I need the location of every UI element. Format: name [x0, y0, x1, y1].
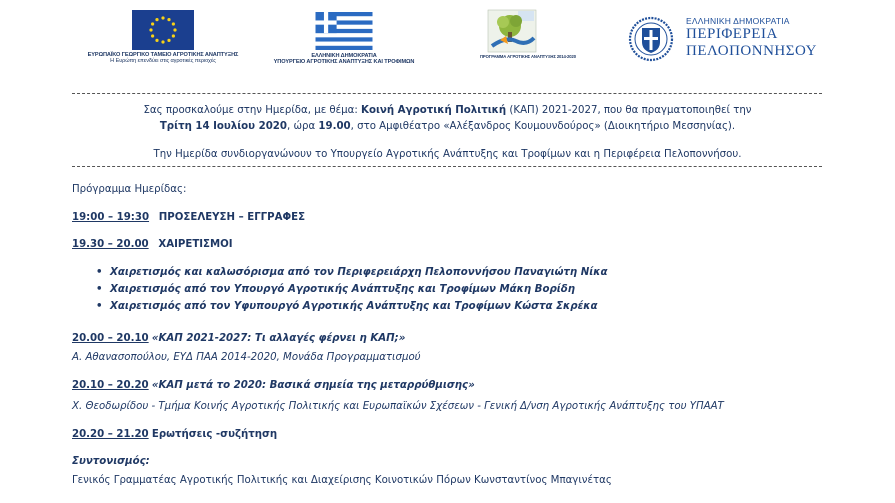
- eu-logo-caption-2: Η Ευρώπη επενδύει στις αγροτικές περιοχές: [110, 58, 216, 65]
- pdp-logo: [480, 8, 576, 59]
- session-3-speaker: Α. Αθανασοπούλου, ΕΥΔ ΠΑΑ 2014-2020, Μονάδα Προγραμματισμού: [72, 352, 421, 363]
- greek-logo-caption-2: ΥΠΟΥΡΓΕΙΟ ΑΓΡΟΤΙΚΗΣ ΑΝΑΠΤΥΞΗΣ ΚΑΙ ΤΡΟΦΙΜΩΝ: [273, 59, 415, 66]
- invitation-line-3: Την Ημερίδα συνδιοργανώνουν το Υπουργείο Αγροτικής Ανάπτυξης και Τροφίμων και η Περιφέρεια Πελοποννήσου.: [153, 149, 742, 160]
- invitation-line-1: Σας προσκαλούμε στην Ημερίδα, με θέμα: Κοινή Αγροτική Πολιτική (ΚΑΠ) 2021-2027, που θα πραγματοποιηθεί την: [143, 105, 752, 116]
- region-logo-line2: ΠΕΛΟΠΟΝΝΗΣΟΥ: [686, 43, 817, 59]
- eu-eafrd-logo: [78, 10, 248, 65]
- greeting-item: • Χαιρετισμός και καλωσόρισμα από τον Περιφερειάρχη Πελοποννήσου Παναγιώτη Νίκα: [96, 267, 608, 278]
- eu-logo-caption-1: ΕΥΡΩΠΑΪΚΟ ΓΕΩΡΓΙΚΟ ΤΑΜΕΙΟ ΑΓΡΟΤΙΚΗΣ ΑΝΑΠΤΥΞΗΣ: [87, 52, 239, 58]
- eu-star-icon: [161, 16, 164, 19]
- session-4-time: 20.10 – 20.20: [72, 380, 149, 391]
- coat-of-arms-icon: [628, 16, 674, 62]
- eu-star-icon: [149, 28, 152, 31]
- session-1: [72, 212, 305, 223]
- session-4: [72, 380, 475, 391]
- session-2-title: ΧΑΙΡΕΤΙΣΜΟΙ: [158, 239, 233, 250]
- greeting-item: • Χαιρετισμός από τον Υφυπουργό Αγροτικής Ανάπτυξης και Τροφίμων Κώστα Σκρέκα: [96, 301, 598, 312]
- invitation-line-2: Τρίτη 14 Ιουλίου 2020, ώρα 19.00, στο Αμφιθέατρο «Αλέξανδρος Κουμουνδούρος» (Διοικητήριο Μεσσηνίας).: [159, 121, 736, 132]
- greeting-item: • Χαιρετισμός από τον Υπουργό Αγροτικής Ανάπτυξης και Τροφίμων Μάκη Βορίδη: [96, 284, 575, 295]
- session-5-time: 20.20 – 21.20: [72, 429, 149, 440]
- session-3-time: 20.00 – 20.10: [72, 333, 149, 344]
- coordination-heading: Συντονισμός:: [72, 456, 150, 467]
- session-3: [72, 333, 405, 344]
- divider-bottom: [72, 166, 822, 167]
- session-2: [72, 239, 233, 250]
- eu-star-icon: [172, 34, 175, 37]
- session-2-time: 19.30 – 20.00: [72, 239, 149, 250]
- region-logo-line1: ΠΕΡΙΦΕΡΕΙΑ: [686, 26, 778, 42]
- eu-star-icon: [172, 22, 175, 25]
- session-4-speaker: Χ. Θεοδωρίδου - Τμήμα Κοινής Αγροτικής Πολιτικής και Ευρωπαϊκών Σχέσεων - Γενική Δ/νση Αγροτικής Ανάπτυξης του ΥΠΑΑΤ: [72, 401, 724, 412]
- eu-flag-icon: [132, 10, 194, 50]
- greek-flag-icon: [315, 12, 373, 50]
- eu-star-icon: [155, 39, 158, 42]
- region-logo: [628, 14, 828, 66]
- eu-star-icon: [155, 18, 158, 21]
- eu-star-icon: [167, 39, 170, 42]
- program-heading: Πρόγραμμα Ημερίδας:: [72, 184, 187, 195]
- divider-top: [72, 93, 822, 94]
- session-4-title: «ΚΑΠ μετά το 2020: Βασικά σημεία της μεταρρύθμισης»: [151, 380, 475, 391]
- session-3-title: «ΚΑΠ 2021-2027: Τι αλλαγές φέρνει η ΚΑΠ;»: [151, 333, 406, 344]
- pdp-logo-caption: ΠΡΟΓΡΑΜΜΑ ΑΓΡΟΤΙΚΗΣ ΑΝΑΠΤΥΞΗΣ 2014-2020: [480, 54, 576, 59]
- session-1-time: 19:00 – 19:30: [72, 212, 150, 223]
- greek-ministry-logo: [262, 12, 426, 66]
- session-5-title: Ερωτήσεις -συζήτηση: [151, 429, 278, 440]
- eu-star-icon: [161, 40, 164, 43]
- eu-star-icon: [151, 22, 154, 25]
- rural-development-emblem-icon: [486, 8, 538, 54]
- greek-logo-caption-1: ΕΛΛΗΝΙΚΗ ΔΗΜΟΚΡΑΤΙΑ: [311, 53, 377, 59]
- session-1-title: ΠΡΟΣΕΛΕΥΣΗ – ΕΓΓΡΑΦΕΣ: [158, 212, 306, 223]
- region-logo-top: ΕΛΛΗΝΙΚΗ ΔΗΜΟΚΡΑΤΙΑ: [686, 16, 790, 26]
- eu-star-icon: [173, 28, 176, 31]
- session-5: [72, 429, 277, 440]
- eu-star-icon: [151, 34, 154, 37]
- eu-star-icon: [167, 18, 170, 21]
- coordination-text: Γενικός Γραμματέας Αγροτικής Πολιτικής και Διαχείρισης Κοινοτικών Πόρων Κωνσταντίνος Μπαγινέτας: [72, 475, 612, 486]
